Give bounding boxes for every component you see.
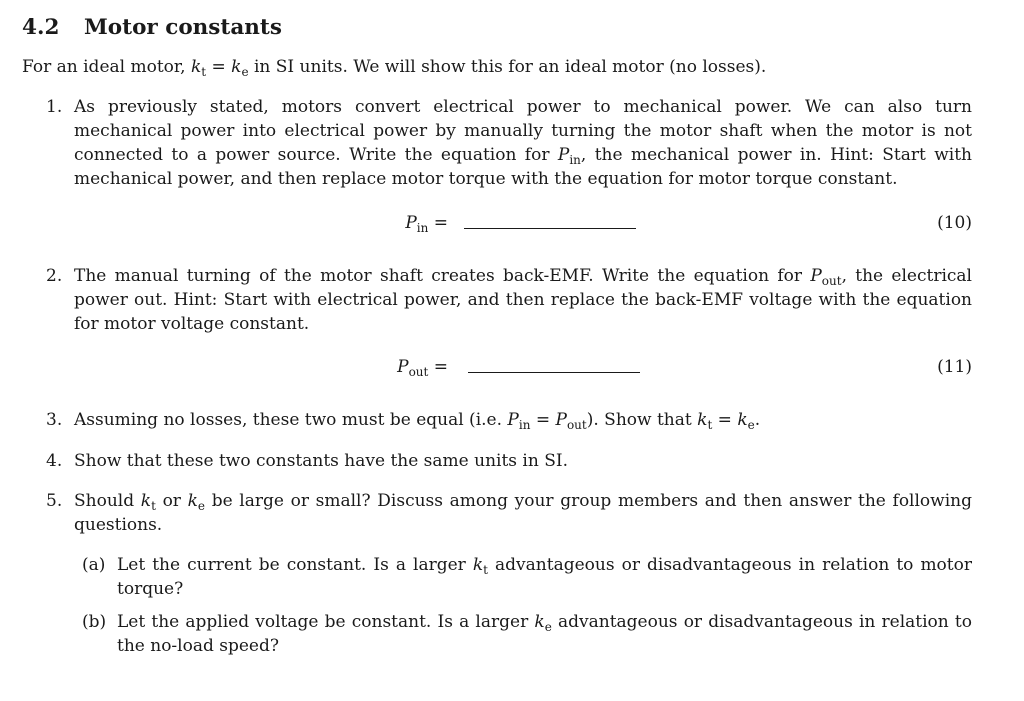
sub-item-label: (a) xyxy=(82,555,106,575)
section-title: Motor constants xyxy=(84,15,282,40)
answer-blank[interactable] xyxy=(468,372,640,373)
sub-item-b xyxy=(82,610,972,658)
item-number: 4. xyxy=(46,451,63,471)
sub-item-text: Let the applied voltage be constant. Is a larger $k_e$ advantageous or disadvantageous in relation to the no-load speed? xyxy=(117,612,972,656)
equation-number: (11) xyxy=(937,357,972,377)
list-item-1 xyxy=(46,95,972,191)
intro-paragraph: For an ideal motor, $k_t = k_e$ in SI units. We will show this for an ideal motor (no losses). xyxy=(22,57,767,79)
list-item-3 xyxy=(46,408,972,432)
section-heading xyxy=(22,14,282,42)
section-number: 4.2 xyxy=(22,15,60,40)
item-text: The manual turning of the motor shaft creates back-EMF. Write the equation for $P_{out}$, the electrical power out. Hint: Start with electrical power, and then replace the back-EMF voltage with the equation for motor voltage constant. xyxy=(74,266,972,334)
sub-item-a xyxy=(82,553,972,601)
item-number: 2. xyxy=(46,266,63,286)
item-text: Assuming no losses, these two must be equal (i.e. $P_{in} = P_{out}$). Show that $k_t = k_e$. xyxy=(74,410,761,432)
equation-lhs: $P_{in}$ = xyxy=(405,213,448,235)
item-number: 5. xyxy=(46,491,63,511)
list-item-5 xyxy=(46,489,972,537)
item-text: Should $k_t$ or $k_e$ be large or small? Discuss among your group members and then answer the following questions. xyxy=(74,491,972,535)
equation-lhs: $P_{out}$ = xyxy=(397,357,448,379)
item-number: 3. xyxy=(46,410,63,430)
item-text: Show that these two constants have the same units in SI. xyxy=(74,451,568,471)
answer-blank[interactable] xyxy=(464,228,636,229)
equation-10 xyxy=(0,211,1024,241)
item-text: As previously stated, motors convert electrical power to mechanical power. We can also turn mechanical power into electrical power by manually turning the motor shaft when the motor is not connected to a power source. Write the equation for $P_{in}$, the mechanical power in. Hint: Start with mechanical power, and then replace motor torque with the equation for motor torque constant. xyxy=(74,97,973,189)
equation-11 xyxy=(0,355,1024,385)
list-item-2 xyxy=(46,264,972,336)
item-number: 1. xyxy=(46,97,63,117)
sub-item-label: (b) xyxy=(82,612,107,632)
sub-item-text: Let the current be constant. Is a larger $k_t$ advantageous or disadvantageous in relation to motor torque? xyxy=(117,555,972,599)
equation-number: (10) xyxy=(937,213,972,233)
list-item-4 xyxy=(46,449,972,473)
